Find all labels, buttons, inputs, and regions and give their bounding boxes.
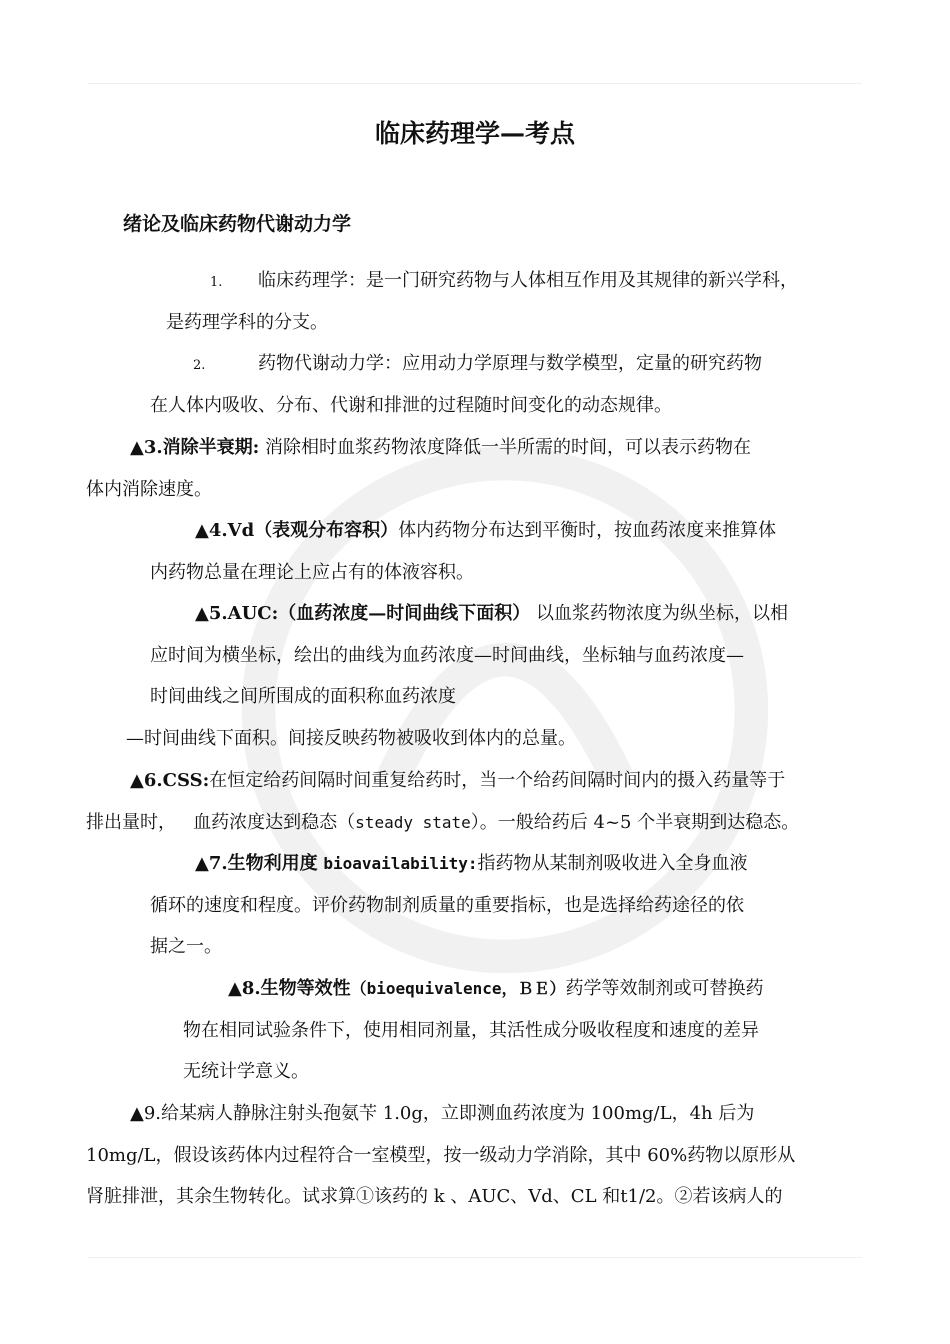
item-1-line-1: 1. 临床药理学：是一门研究药物与人体相互作用及其规律的新兴学科， [210, 268, 798, 296]
item-7-line-2: 循环的速度和程度。评价药物制剂质量的重要指标，也是选择给药途径的依 [150, 895, 744, 916]
item-4-prefix: ▲4.Vd [195, 520, 255, 541]
item-7-line-1: ▲7.生物利用度 bioavailability:指药物从某制剂吸收进入全身血液 [195, 853, 748, 874]
page-title: 临床药理学—考点 [374, 119, 575, 148]
item-7-line-3: 据之一。 [150, 936, 222, 957]
item-2-number: 2. [193, 358, 206, 373]
item-1-number: 1. [210, 275, 223, 290]
item-9-line-2: 10mg/L，假设该药体内过程符合一室模型，按一级动力学消除，其中 60%药物以原形从 [86, 1145, 796, 1166]
item-8-term-en: （bioequivalence，ＢＥ） [350, 979, 566, 998]
item-9-line-3: 肾脏排泄，其余生物转化。试求算①该药的 k 、AUC、Vd、CL 和t1/2。②若该病人的 [86, 1186, 783, 1207]
footer-rule [88, 1257, 862, 1258]
item-5-line-4: —时间曲线下面积。间接反映药物被吸收到体内的总量。 [126, 728, 576, 749]
item-6-line-2: 排出量时， 血药浓度达到稳态（steady state）。一般给药后 4~5 个半衰期到达稳态。 [86, 812, 800, 833]
item-8-line-2: 物在相同试验条件下，使用相同剂量，其活性成分吸收程度和速度的差异 [183, 1020, 759, 1041]
item-4-line-1: ▲4.Vd（表观分布容积）体内药物分布达到平衡时，按血药浓度来推算体 [195, 520, 777, 541]
item-9-line-1: ▲9.给某病人静脉注射头孢氨苄 1.0g，立即测血药浓度为 100mg/L，4h 后为 [130, 1103, 755, 1124]
item-8-prefix: ▲8. [228, 978, 261, 999]
item-4-term: （表观分布容积） [254, 520, 399, 541]
item-3-term: ▲3.消除半衰期: [130, 437, 260, 458]
item-5-line-2: 应时间为横坐标，绘出的曲线为血药浓度—时间曲线，坐标轴与血药浓度— [150, 645, 744, 666]
item-6-line-1: ▲6.CSS:在恒定给药间隔时间重复给药时，当一个给药间隔时间内的摄入药量等于 [130, 770, 786, 791]
item-8-line-3: 无统计学意义。 [183, 1061, 309, 1082]
item-7-term: 生物利用度 [227, 853, 318, 874]
item-5-line-3: 时间曲线之间所围成的面积称血药浓度 [150, 686, 456, 707]
item-5-line-1: ▲5.AUC:（血药浓度—时间曲线下面积） 以血浆药物浓度为纵坐标，以相 [195, 603, 789, 624]
item-8-line-1: ▲8.生物等效性（bioequivalence，ＢＥ）药学等效制剂或可替换药 [228, 978, 764, 999]
item-7-prefix: ▲7. [195, 853, 228, 874]
section-heading: 绪论及临床药物代谢动力学 [123, 213, 352, 235]
item-6-prefix: ▲6.CSS: [130, 770, 210, 791]
item-2-line-2: 在人体内吸收、分布、代谢和排泄的过程随时间变化的动态规律。 [150, 395, 672, 416]
header-rule [88, 83, 862, 84]
item-1-line-2: 是药理学科的分支。 [166, 312, 328, 333]
item-5-term: （血药浓度—时间曲线下面积） [278, 603, 531, 624]
item-3-line-1: ▲3.消除半衰期: 消除相时血浆药物浓度降低一半所需的时间，可以表示药物在 [130, 437, 752, 458]
item-3-line-2: 体内消除速度。 [86, 479, 212, 500]
item-4-line-2: 内药物总量在理论上应占有的体液容积。 [150, 562, 474, 583]
item-2-line-1: 2. 药物代谢动力学：应用动力学原理与数学模型，定量的研究药物 [193, 351, 762, 379]
item-5-prefix: ▲5.AUC: [195, 603, 279, 624]
item-7-term-en: bioavailability: [323, 854, 478, 873]
item-8-term: 生物等效性 [260, 978, 351, 999]
